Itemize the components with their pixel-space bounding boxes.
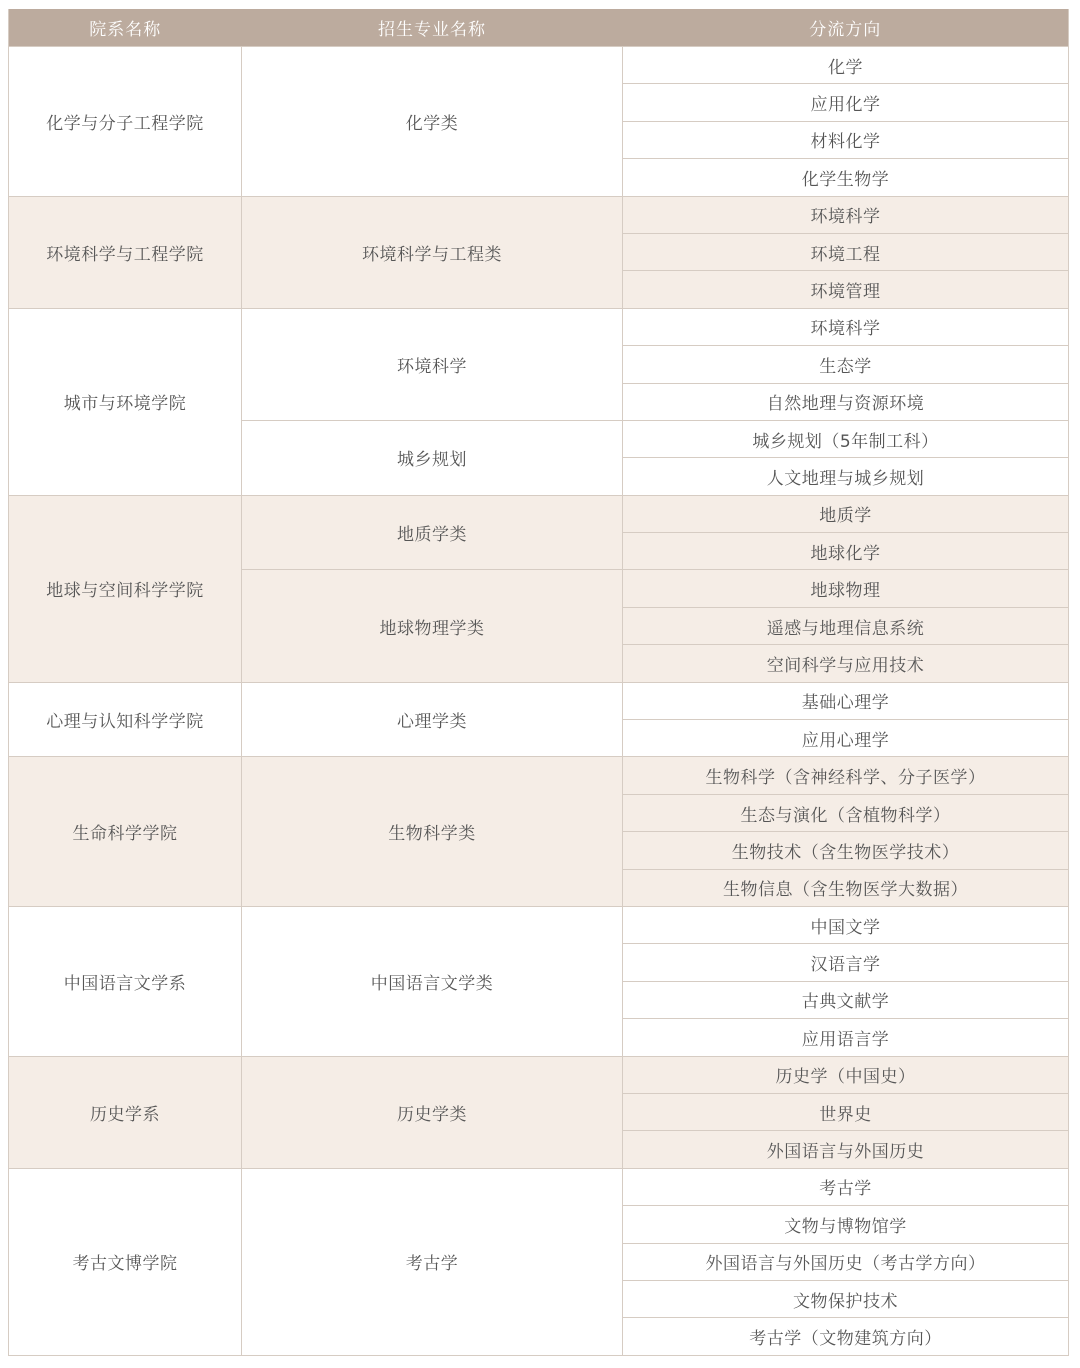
direction-cell: 环境管理 xyxy=(623,271,1069,308)
major-cell: 中国语言文学类 xyxy=(242,906,623,1056)
major-cell: 环境科学 xyxy=(242,308,623,420)
direction-cell: 生物信息（含生物医学大数据） xyxy=(623,869,1069,906)
direction-cell: 化学生物学 xyxy=(623,159,1069,196)
direction-cell: 地球物理 xyxy=(623,570,1069,607)
major-cell: 环境科学与工程类 xyxy=(242,196,623,308)
major-cell: 城乡规划 xyxy=(242,420,623,495)
header-row xyxy=(9,9,1069,47)
major-cell: 地质学类 xyxy=(242,495,623,570)
department-cell: 中国语言文学系 xyxy=(9,906,242,1056)
direction-cell: 地球化学 xyxy=(623,533,1069,570)
direction-cell: 考古学（文物建筑方向） xyxy=(623,1318,1069,1355)
department-cell: 生命科学学院 xyxy=(9,757,242,907)
table-row xyxy=(9,196,1069,233)
major-cell: 心理学类 xyxy=(242,682,623,757)
direction-cell: 自然地理与资源环境 xyxy=(623,383,1069,420)
major-cell: 考古学 xyxy=(242,1168,623,1355)
direction-cell: 城乡规划（5年制工科） xyxy=(623,420,1069,457)
direction-cell: 生物技术（含生物医学技术） xyxy=(623,832,1069,869)
direction-cell: 空间科学与应用技术 xyxy=(623,645,1069,682)
direction-cell: 文物与博物馆学 xyxy=(623,1206,1069,1243)
direction-cell: 生态与演化（含植物科学） xyxy=(623,794,1069,831)
table-row xyxy=(9,682,1069,719)
table-row xyxy=(9,495,1069,532)
direction-cell: 中国文学 xyxy=(623,906,1069,943)
direction-cell: 生物科学（含神经科学、分子医学） xyxy=(623,757,1069,794)
majors-table-container xyxy=(8,9,1068,1356)
direction-cell: 外国语言与外国历史（考古学方向） xyxy=(623,1243,1069,1280)
direction-cell: 应用心理学 xyxy=(623,720,1069,757)
direction-cell: 环境科学 xyxy=(623,308,1069,345)
department-cell: 地球与空间科学学院 xyxy=(9,495,242,682)
department-cell: 心理与认知科学学院 xyxy=(9,682,242,757)
major-cell: 生物科学类 xyxy=(242,757,623,907)
header-department: 院系名称 xyxy=(9,9,242,47)
direction-cell: 人文地理与城乡规划 xyxy=(623,458,1069,495)
direction-cell: 遥感与地理信息系统 xyxy=(623,607,1069,644)
direction-cell: 外国语言与外国历史 xyxy=(623,1131,1069,1168)
direction-cell: 地质学 xyxy=(623,495,1069,532)
department-cell: 历史学系 xyxy=(9,1056,242,1168)
department-cell: 考古文博学院 xyxy=(9,1168,242,1355)
direction-cell: 考古学 xyxy=(623,1168,1069,1205)
direction-cell: 生态学 xyxy=(623,346,1069,383)
header-major: 招生专业名称 xyxy=(242,9,623,47)
major-cell: 化学类 xyxy=(242,47,623,197)
table-header xyxy=(9,9,1069,47)
direction-cell: 应用化学 xyxy=(623,84,1069,121)
major-cell: 历史学类 xyxy=(242,1056,623,1168)
direction-cell: 世界史 xyxy=(623,1093,1069,1130)
table-row xyxy=(9,757,1069,794)
direction-cell: 环境科学 xyxy=(623,196,1069,233)
table-row xyxy=(9,1056,1069,1093)
header-direction: 分流方向 xyxy=(623,9,1069,47)
direction-cell: 古典文献学 xyxy=(623,981,1069,1018)
table-row xyxy=(9,308,1069,345)
table-row xyxy=(9,47,1069,84)
department-cell: 环境科学与工程学院 xyxy=(9,196,242,308)
direction-cell: 应用语言学 xyxy=(623,1019,1069,1056)
majors-table xyxy=(8,9,1069,1356)
department-cell: 城市与环境学院 xyxy=(9,308,242,495)
direction-cell: 汉语言学 xyxy=(623,944,1069,981)
direction-cell: 环境工程 xyxy=(623,233,1069,270)
direction-cell: 化学 xyxy=(623,47,1069,84)
table-row xyxy=(9,1168,1069,1205)
direction-cell: 文物保护技术 xyxy=(623,1280,1069,1317)
department-cell: 化学与分子工程学院 xyxy=(9,47,242,197)
table-row xyxy=(9,906,1069,943)
direction-cell: 历史学（中国史） xyxy=(623,1056,1069,1093)
major-cell: 地球物理学类 xyxy=(242,570,623,682)
direction-cell: 基础心理学 xyxy=(623,682,1069,719)
direction-cell: 材料化学 xyxy=(623,121,1069,158)
table-body xyxy=(9,47,1069,1356)
